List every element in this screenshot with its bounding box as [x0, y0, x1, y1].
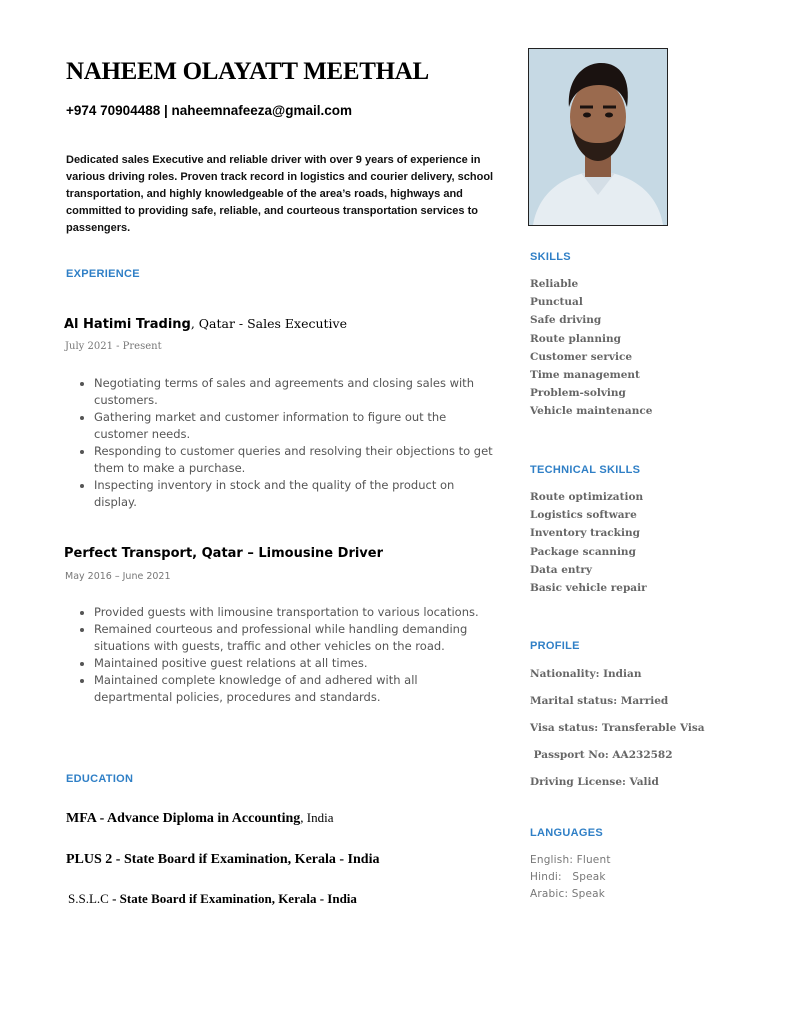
education-location: , India [300, 810, 334, 825]
list-item: • Negotiating terms of sales and agreements and closing sales with customers. [94, 375, 494, 409]
education-title: PLUS 2 - State Board if Examination, Kerala - India [66, 852, 380, 867]
education-title: - State Board if Examination, Kerala - India [108, 891, 357, 906]
list-item: Problem-solving [530, 387, 626, 400]
list-item: Marital status: Married [530, 695, 669, 707]
list-item: Basic vehicle repair [530, 582, 647, 595]
education-item [66, 810, 333, 827]
job-bullets [66, 375, 494, 511]
job-role: , Qatar - Sales Executive [190, 316, 348, 331]
job-title [64, 545, 383, 561]
list-item: Passport No: AA232582 [530, 749, 673, 761]
job-bullets [66, 604, 494, 706]
languages-list [530, 852, 611, 903]
candidate-name: NAHEEM OLAYATT MEETHAL [66, 58, 429, 85]
list-item: Inventory tracking [530, 527, 640, 540]
profile-heading: PROFILE [530, 640, 580, 652]
education-item [66, 852, 379, 868]
education-item [68, 891, 357, 907]
job-title [64, 316, 347, 332]
technical-skills-list [530, 488, 647, 597]
education-prefix: S.S.L.C [68, 891, 109, 906]
list-item: • Remained courteous and professional while handling demanding situations with guests, traffic and other vehicles on the road. [94, 621, 494, 655]
person-portrait-icon [529, 49, 667, 225]
list-item: Time management [530, 369, 640, 382]
list-item: Customer service [530, 350, 633, 363]
skills-heading: SKILLS [530, 251, 571, 263]
list-item: Vehicle maintenance [530, 405, 653, 418]
list-item: Route planning [530, 332, 621, 345]
list-item: • Responding to customer queries and resolving their objections to get them to make a purchase. [94, 443, 494, 477]
contact-line: +974 70904488 | naheemnafeeza@gmail.com [66, 103, 352, 118]
job-dates: July 2021 - Present [65, 341, 162, 352]
list-item: • Maintained complete knowledge of and adhered with all departmental policies, procedures and standards. [94, 672, 494, 706]
list-item: Safe driving [530, 314, 602, 327]
list-item: English: Fluent [530, 854, 611, 866]
skills-list [530, 275, 652, 421]
list-item: Punctual [530, 296, 583, 309]
list-item: Nationality: Indian [530, 668, 642, 680]
summary-paragraph: Dedicated sales Executive and reliable driver with over 9 years of experience in various driving roles. Proven track record in logistics and courier delivery, school transportation, and highly knowledgeable of the area’s roads, highways and committed to providing safe, reliable, and courteous transportation services to passengers. [66, 154, 494, 234]
list-item: Route optimization [530, 491, 644, 503]
list-item: • Gathering market and customer information to figure out the customer needs. [94, 409, 494, 443]
list-item: Package scanning [530, 545, 636, 558]
list-item: Reliable [530, 278, 579, 290]
list-item: Logistics software [530, 509, 637, 522]
profile-photo [528, 48, 668, 226]
list-item: • Provided guests with limousine transportation to various locations. [94, 604, 494, 621]
list-item: Driving License: Valid [530, 776, 659, 788]
education-title: MFA - Advance Diploma in Accounting [66, 811, 301, 826]
profile-list [530, 666, 705, 801]
list-item: • Maintained positive guest relations at all times. [94, 655, 494, 672]
list-item: • Inspecting inventory in stock and the quality of the product on display. [94, 477, 494, 511]
job-company: Perfect Transport, Qatar – Limousine Driver [64, 546, 384, 561]
education-heading: EDUCATION [66, 773, 134, 785]
job-dates: May 2016 – June 2021 [65, 571, 171, 582]
technical-skills-heading: TECHNICAL SKILLS [530, 464, 641, 476]
list-item: Visa status: Transferable Visa [530, 722, 705, 734]
list-item: Data entry [530, 563, 593, 576]
job-company: Al Hatimi Trading [64, 317, 191, 332]
list-item: Arabic: Speak [530, 888, 606, 900]
experience-heading: EXPERIENCE [66, 268, 140, 280]
list-item: Hindi: Speak [530, 871, 606, 883]
languages-heading: LANGUAGES [530, 827, 603, 839]
